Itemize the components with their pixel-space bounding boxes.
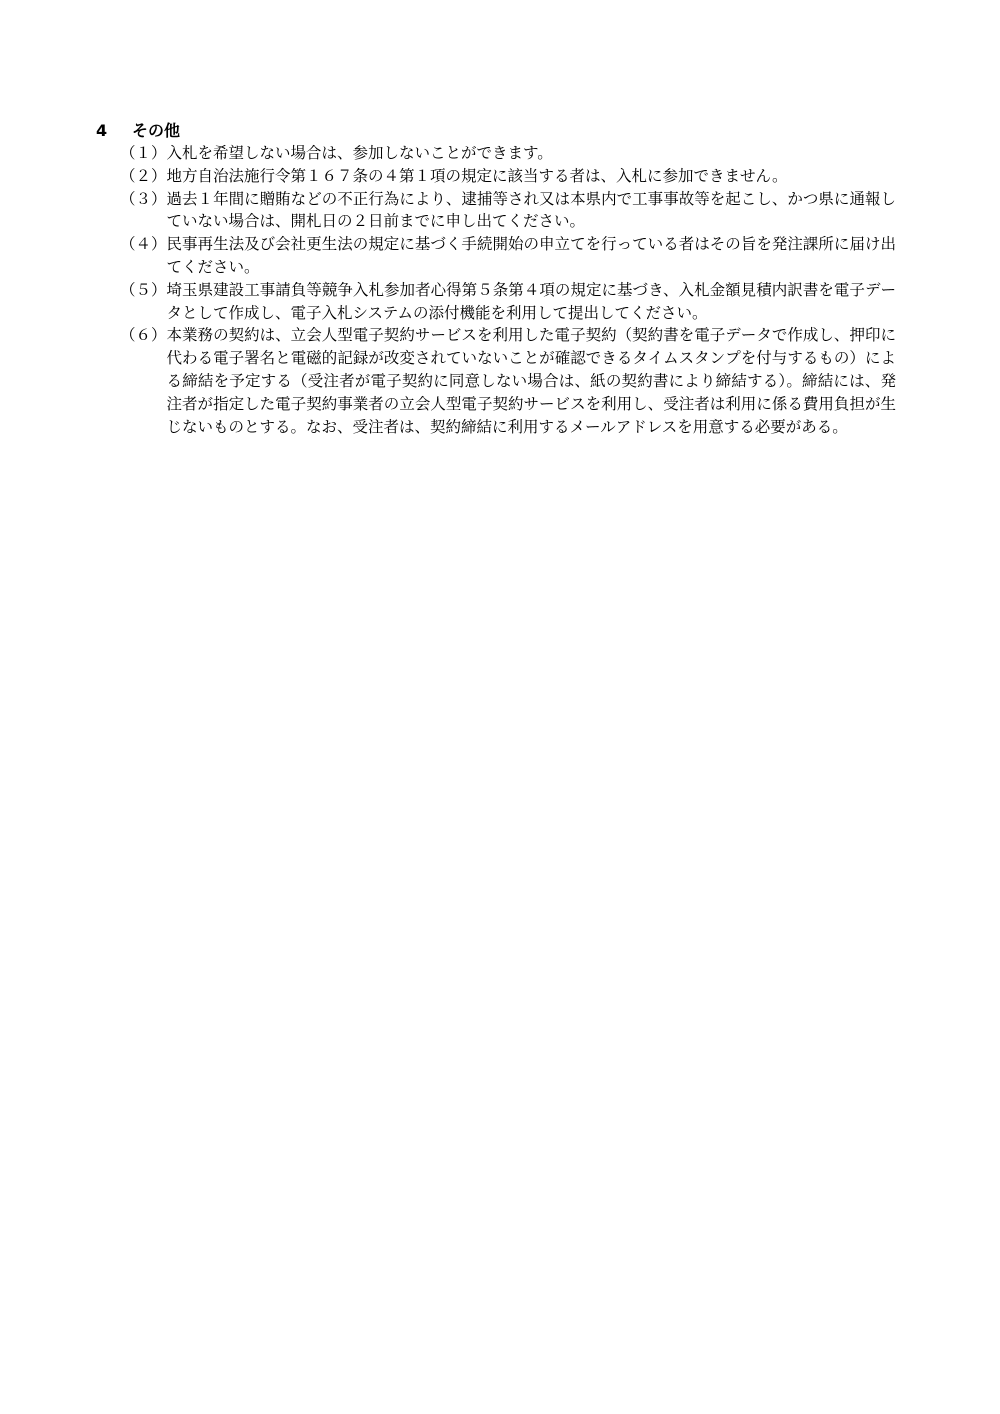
item-marker: （５） (120, 280, 167, 299)
item-marker: （３） (120, 189, 167, 208)
section-number: 4 (96, 121, 108, 140)
section-heading (96, 120, 180, 142)
item-text: 埼玉県建設工事請負等競争入札参加者心得第５条第４項の規定に基づき、入札金額見積内訳書を電子データとして作成し、電子入札システムの添付機能を利用して提出してください。 (166, 280, 896, 322)
item-marker: （２） (120, 166, 167, 185)
item-text: 地方自治法施行令第１６７条の４第１項の規定に該当する者は、入札に参加できません。 (166, 166, 788, 185)
item-marker: （１） (120, 144, 167, 162)
item-marker: （６） (120, 326, 167, 345)
item-text: 民事再生法及び会社更生法の規定に基づく手続開始の申立てを行っている者はその旨を発注課所に届け出てください。 (166, 235, 896, 276)
section-title: その他 (132, 121, 181, 140)
item-text: 本業務の契約は、立会人型電子契約サービスを利用した電子契約（契約書を電子データで作成し、押印に代わる電子署名と電磁的記録が改変されていないことが確認できるタイムスタンプを付与するもの）による締結を予定する（受注者が電子契約に同意しない場合は、紙の契約書により締結する）。締結には、発注者が指定した電子契約事業者の立会人型電子契約サービスを利用し、受注者は利用に係る費用負担が生じないものとする。なお、受注者は、契約締結に利用するメールアドレスを用意する必要がある。 (166, 326, 896, 436)
item-marker: （４） (120, 235, 167, 254)
item-text: 過去１年間に贈賄などの不正行為により、逮捕等され又は本県内で工事事故等を起こし、かつ県に通報していない場合は、開札日の２日前までに申し出てください。 (166, 189, 896, 231)
list-item (120, 233, 896, 279)
item-text: 入札を希望しない場合は、参加しないことができます。 (166, 144, 553, 162)
list-item (120, 188, 896, 234)
list-item (120, 324, 896, 438)
list-item (120, 142, 896, 165)
list-item (120, 165, 896, 188)
item-list (120, 142, 896, 438)
list-item (120, 279, 896, 325)
